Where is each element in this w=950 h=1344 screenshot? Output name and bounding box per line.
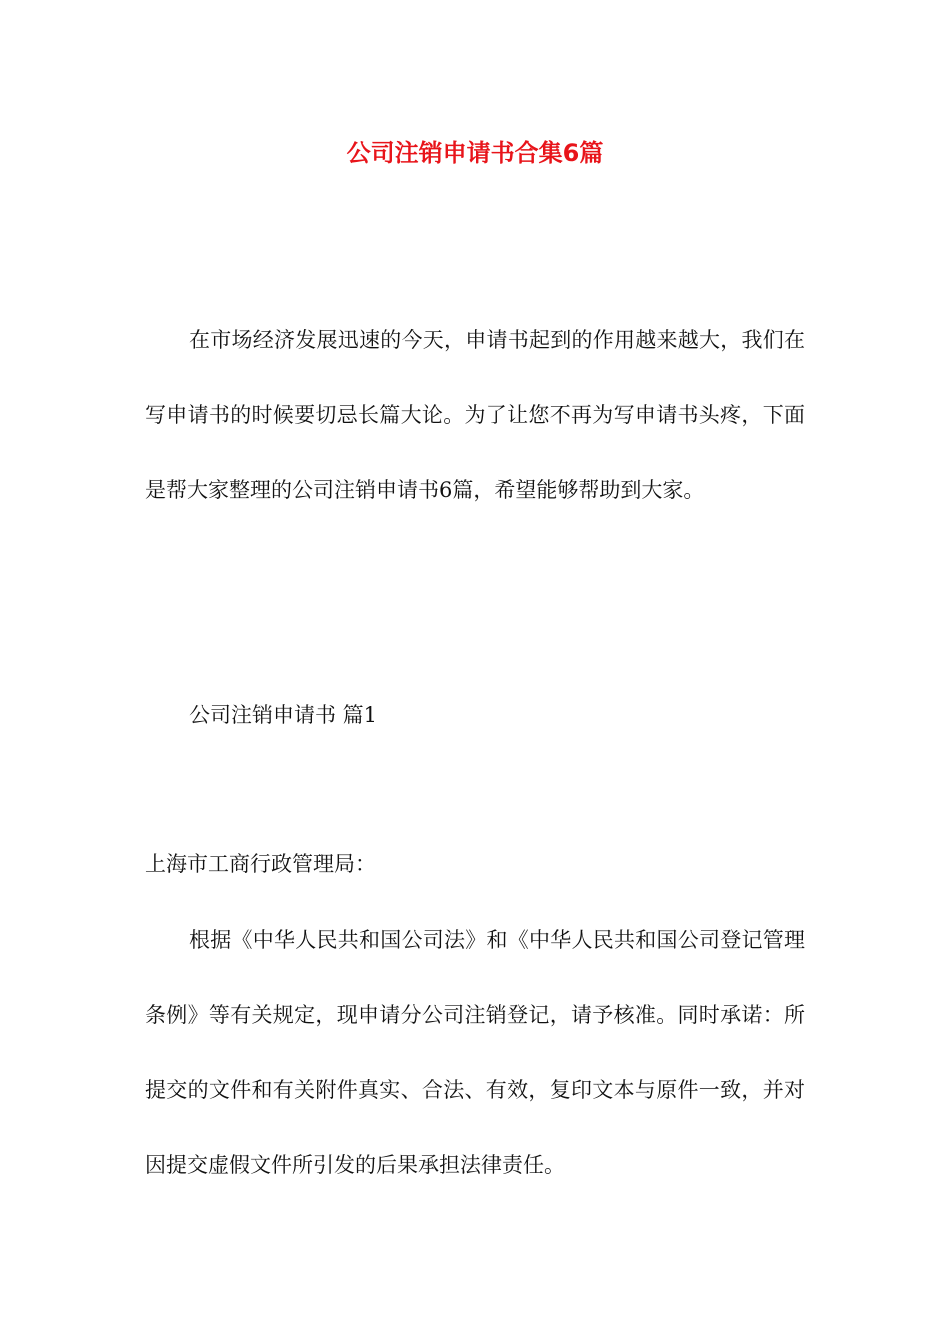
intro-paragraph: 在市场经济发展迅速的今天，申请书起到的作用越来越大，我们在写申请书的时候要切忌长篇大论。为了让您不再为写申请书头疼，下面是帮大家整理的公司注销申请书6篇，希望能够帮助到大家。 [145,328,805,502]
salutation-line: 上海市工商行政管理局： [145,852,376,876]
body-paragraph: 根据《中华人民共和国公司法》和《中华人民共和国公司登记管理条例》等有关规定，现申请分公司注销登记，请予核准。同时承诺：所提交的文件和有关附件真实、合法、有效，复印文本与原件一致，并对因提交虚假文件所引发的后果承担法律责任。 [145,928,805,1177]
document-title: 公司注销申请书合集6篇 [346,139,604,167]
section-heading: 公司注销申请书 篇1 [189,703,378,727]
